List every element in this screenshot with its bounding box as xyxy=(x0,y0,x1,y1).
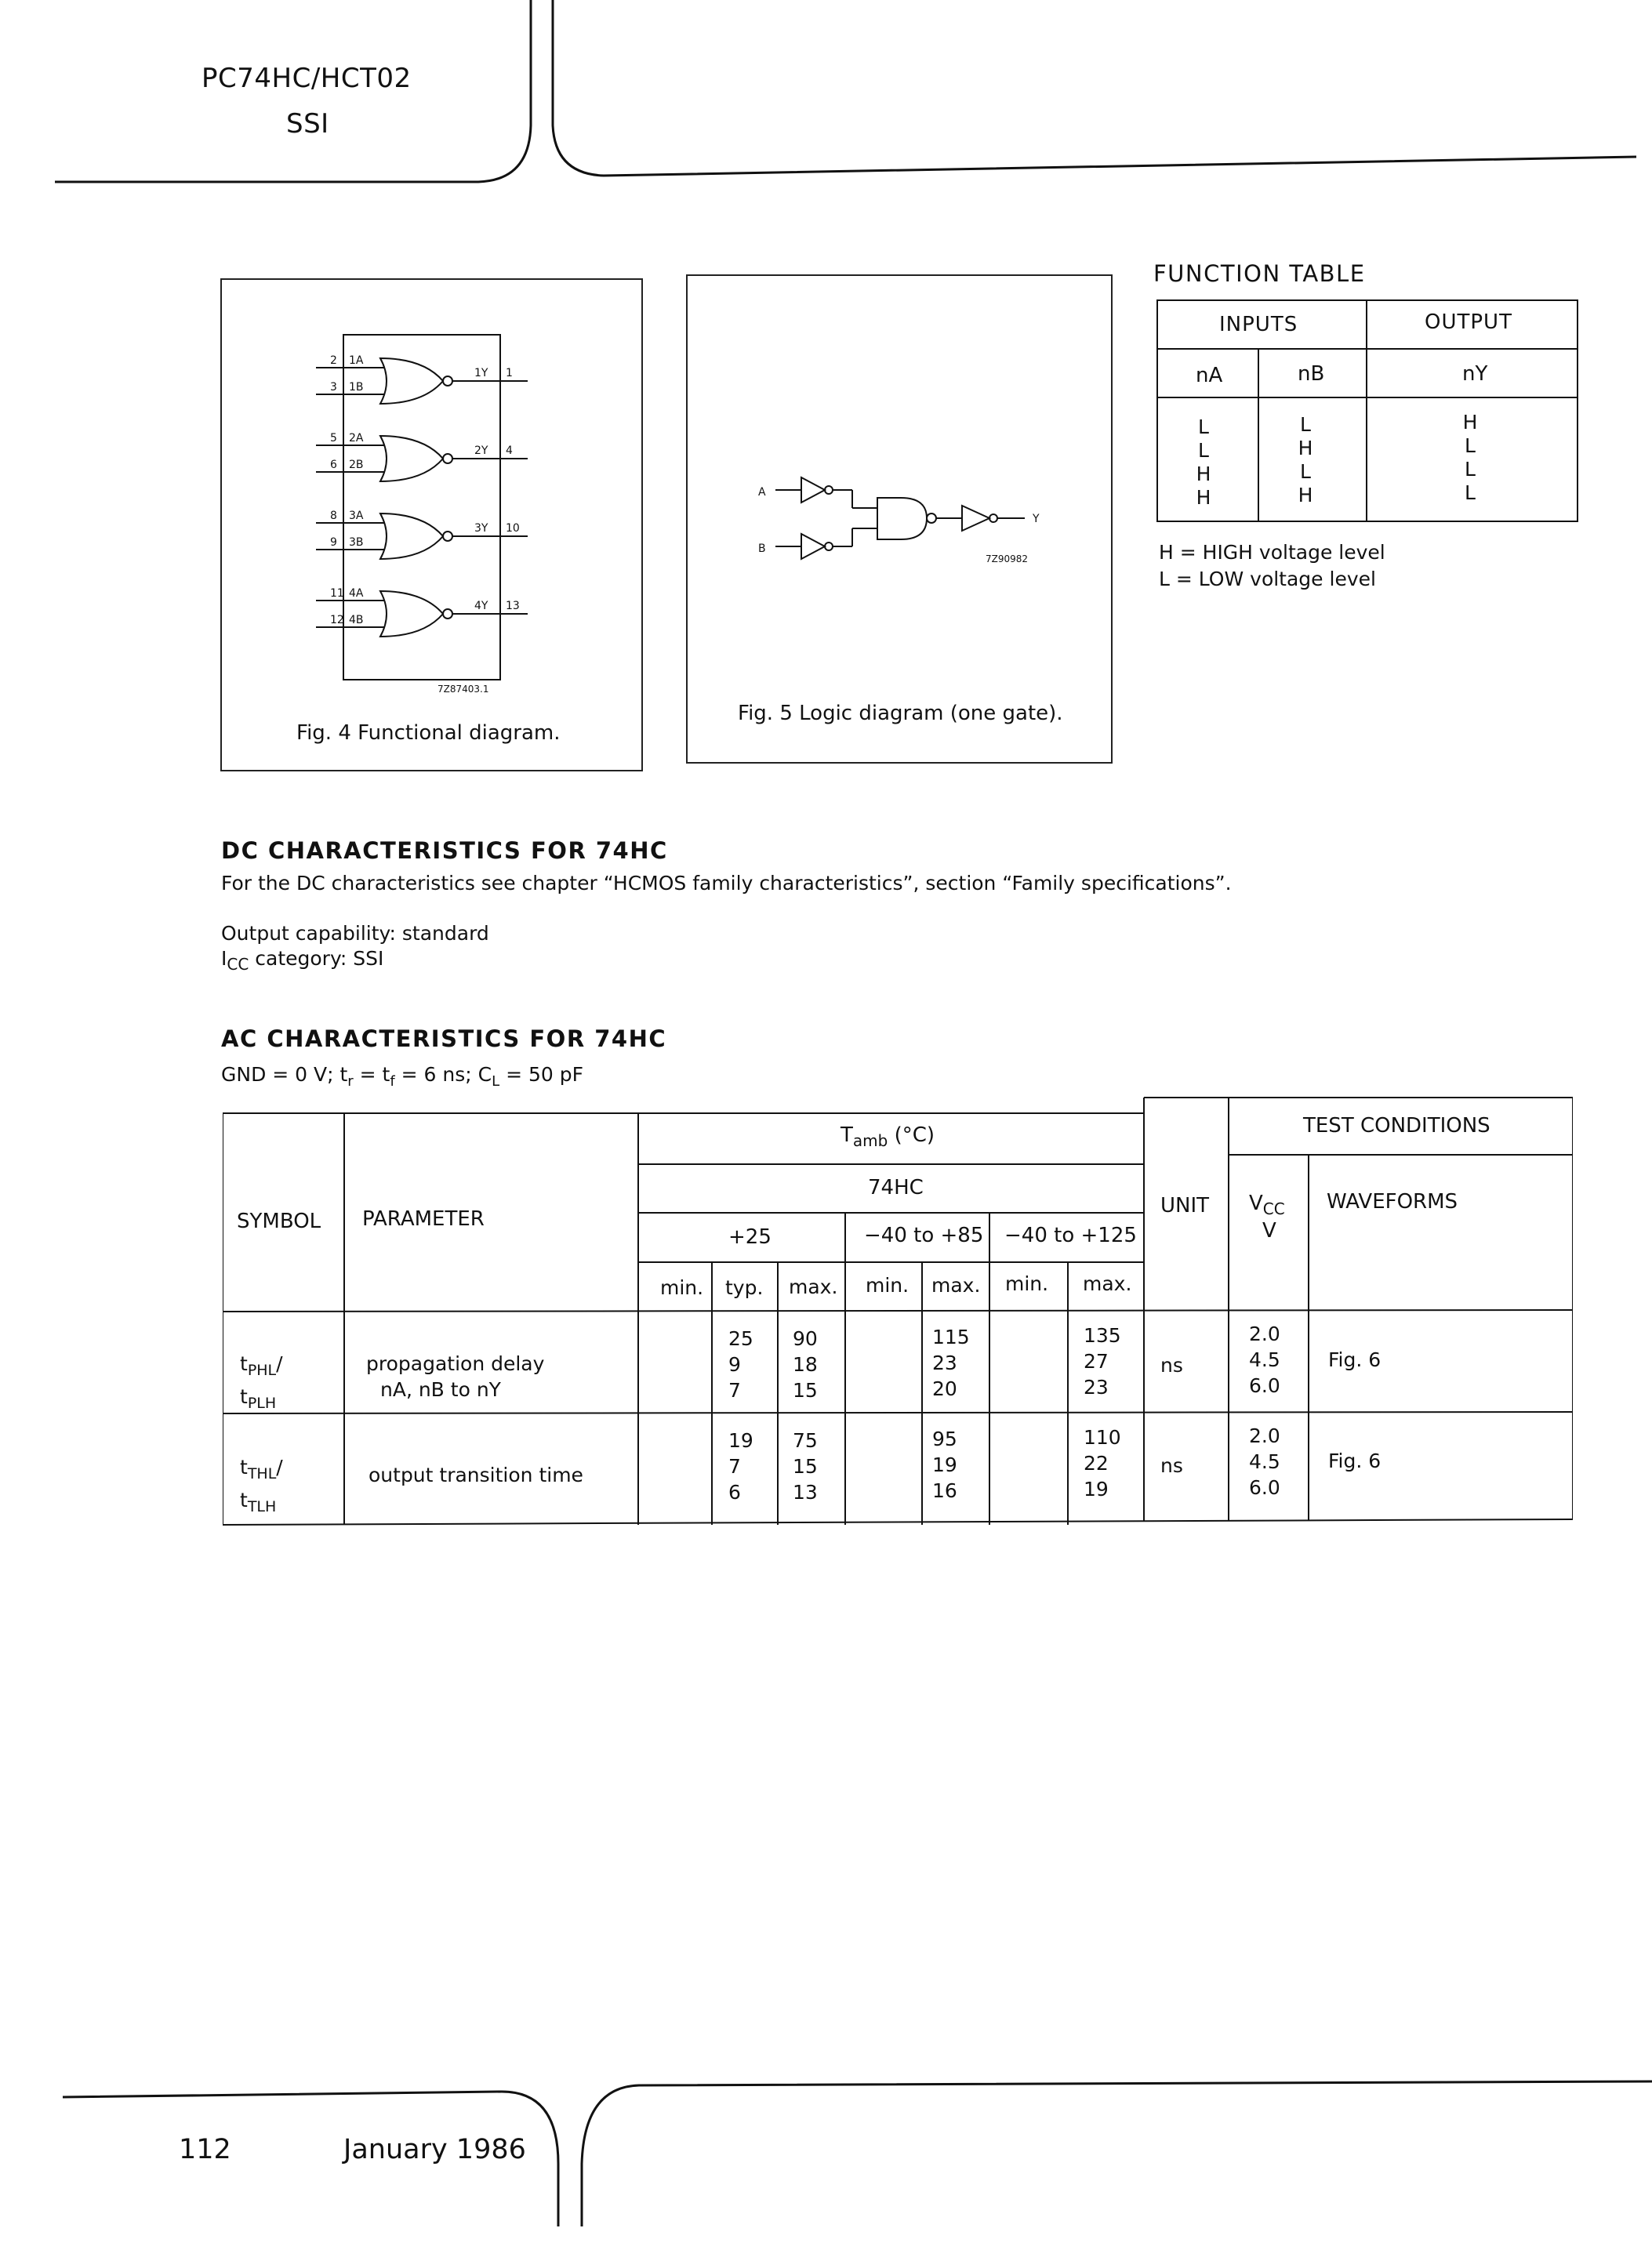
value: 90 xyxy=(793,1327,818,1350)
category-label: SSI xyxy=(286,108,329,140)
function-table xyxy=(1156,299,1580,524)
value: 6.0 xyxy=(1249,1374,1280,1397)
ac-unit-header: UNIT xyxy=(1160,1194,1210,1217)
ac-row2-vcc xyxy=(1249,1423,1280,1501)
ac-row1-typ25 xyxy=(728,1326,753,1403)
ft-cell: L xyxy=(1198,415,1209,438)
ac-vcc-unit: V xyxy=(1262,1219,1276,1243)
nor-gate-icon xyxy=(380,591,443,637)
ft-cell: H xyxy=(1462,411,1478,434)
pin-number: 4 xyxy=(506,445,513,457)
ft-cell: H xyxy=(1298,484,1313,506)
pin-label: 2A xyxy=(349,432,364,445)
ft-y-column xyxy=(1462,411,1478,505)
ac-minmax-label: min. xyxy=(1005,1272,1049,1295)
fig5-input-b-label: B xyxy=(758,543,766,555)
ft-legend-low: L = LOW voltage level xyxy=(1159,568,1376,590)
value: 23 xyxy=(1084,1376,1109,1399)
sym-sep: / xyxy=(276,1352,283,1375)
dc-output-capability: Output capability: standard xyxy=(221,922,489,945)
value: 110 xyxy=(1084,1426,1121,1449)
icc-prefix: I xyxy=(221,947,227,970)
value: 25 xyxy=(728,1327,753,1350)
pin-number: 13 xyxy=(506,600,520,612)
output-inverter-icon xyxy=(962,506,989,531)
ac-row1-max85 xyxy=(932,1324,970,1402)
ac-row2-waveform: Fig. 6 xyxy=(1328,1450,1382,1472)
ft-cell: L xyxy=(1465,434,1476,457)
fig4-code: 7Z87403.1 xyxy=(438,684,489,695)
ac-row1-max125 xyxy=(1084,1323,1121,1400)
value: 16 xyxy=(932,1479,957,1502)
value: 6.0 xyxy=(1249,1476,1280,1499)
cond-gnd: GND = 0 V; t xyxy=(221,1063,348,1086)
pin-label: 4B xyxy=(349,614,364,626)
nor-gate-3 xyxy=(316,510,528,559)
pin-label: 1Y xyxy=(474,367,488,379)
sym-base: t xyxy=(240,1456,248,1479)
ft-cell: H xyxy=(1196,463,1211,485)
sym-sub: PLH xyxy=(247,1395,277,1412)
inverter-b-icon xyxy=(801,534,825,559)
value: 20 xyxy=(932,1377,957,1400)
value: 75 xyxy=(793,1429,818,1452)
icc-subscript: CC xyxy=(227,955,249,974)
ac-row1-max25 xyxy=(793,1326,818,1403)
ft-col-b: nB xyxy=(1298,362,1325,386)
pin-number: 6 xyxy=(330,459,337,471)
ft-cell: L xyxy=(1465,458,1476,481)
function-table-title: FUNCTION TABLE xyxy=(1153,260,1366,287)
ac-row1-symbol xyxy=(240,1351,283,1417)
pin-label: 3Y xyxy=(474,522,488,535)
nor-gate-icon xyxy=(380,436,443,481)
pin-number: 8 xyxy=(330,510,337,522)
footer-date: January 1986 xyxy=(343,2134,526,2165)
param-line: propagation delay xyxy=(366,1352,545,1375)
nor-gate-icon xyxy=(380,358,443,404)
ac-vcc-header xyxy=(1249,1192,1285,1218)
sym-line xyxy=(240,1351,283,1384)
value: 23 xyxy=(932,1352,957,1374)
cond-ns: = 6 ns; C xyxy=(394,1063,492,1086)
pin-label: 3A xyxy=(349,510,364,522)
tamb-unit: (°C) xyxy=(888,1123,935,1147)
ac-conditions xyxy=(221,1063,583,1090)
pin-label: 2B xyxy=(349,459,364,471)
value: 18 xyxy=(793,1353,818,1376)
ft-inputs-header: INPUTS xyxy=(1219,313,1298,336)
inversion-bubble xyxy=(443,454,452,463)
ac-row1-waveform: Fig. 6 xyxy=(1328,1348,1382,1371)
ft-cell: L xyxy=(1300,413,1311,436)
sym-sub: PHL xyxy=(247,1362,277,1379)
ac-heading: AC CHARACTERISTICS FOR 74HC xyxy=(221,1025,667,1052)
value: 19 xyxy=(932,1453,957,1476)
ft-legend-high: H = HIGH voltage level xyxy=(1159,541,1385,564)
vcc-sub: CC xyxy=(1262,1199,1285,1219)
param-line: output transition time xyxy=(369,1464,583,1486)
ac-temp-85: −40 to +85 xyxy=(864,1224,984,1247)
pin-number: 2 xyxy=(330,354,337,367)
ac-minmax-label: max. xyxy=(789,1276,838,1298)
pin-label: 4A xyxy=(349,587,364,600)
ft-cell: L xyxy=(1465,481,1476,504)
ac-minmax-label: min. xyxy=(660,1276,704,1299)
sym-base: t xyxy=(240,1385,248,1408)
value: 95 xyxy=(932,1428,957,1450)
fig5-output-label: Y xyxy=(1033,513,1040,525)
fig4-caption: Fig. 4 Functional diagram. xyxy=(296,721,561,745)
value: 15 xyxy=(793,1379,818,1402)
ac-table xyxy=(223,1094,1573,1533)
ac-minmax-label: min. xyxy=(866,1274,910,1297)
ac-tamb-header xyxy=(841,1123,935,1150)
tamb-sub: amb xyxy=(852,1131,888,1151)
pin-number: 12 xyxy=(330,614,344,626)
ft-cell: L xyxy=(1198,439,1209,462)
fig5-input-a-label: A xyxy=(758,486,766,499)
value: 135 xyxy=(1084,1324,1121,1347)
fig5-caption: Fig. 5 Logic diagram (one gate). xyxy=(738,702,1063,725)
nand-gate-icon xyxy=(877,498,927,539)
ac-symbol-header: SYMBOL xyxy=(237,1210,321,1233)
ac-row1-parameter xyxy=(366,1351,544,1403)
sym-base: t xyxy=(240,1489,248,1511)
ac-row2-unit: ns xyxy=(1160,1454,1183,1477)
sym-line xyxy=(240,1454,283,1487)
ft-cell: L xyxy=(1300,460,1311,483)
pin-label: 1A xyxy=(349,354,364,367)
value: 7 xyxy=(728,1455,741,1478)
sym-line xyxy=(240,1384,283,1417)
param-line: nA, nB to nY xyxy=(380,1378,501,1401)
inversion-bubble xyxy=(443,376,452,386)
pin-number: 1 xyxy=(506,367,513,379)
pin-label: 4Y xyxy=(474,600,488,612)
value: 2.0 xyxy=(1249,1424,1280,1447)
ac-minmax-label: typ. xyxy=(725,1276,764,1299)
ft-b-column xyxy=(1298,413,1313,507)
pin-number: 10 xyxy=(506,522,520,535)
value: 4.5 xyxy=(1249,1348,1280,1371)
sym-sep: / xyxy=(276,1456,283,1479)
ac-row2-symbol xyxy=(240,1454,283,1520)
value: 6 xyxy=(728,1481,741,1504)
inversion-bubble xyxy=(443,609,452,619)
ft-cell: H xyxy=(1298,437,1313,459)
ac-row2-parameter xyxy=(369,1462,583,1488)
ac-minmax-label: max. xyxy=(1083,1272,1132,1295)
ft-cell: H xyxy=(1196,486,1211,509)
inverter-a-icon xyxy=(801,477,825,503)
nor-gate-1 xyxy=(316,354,528,404)
page-number: 112 xyxy=(179,2134,231,2165)
nor-gate-icon xyxy=(380,513,443,559)
sym-sub: TLH xyxy=(247,1498,277,1515)
tamb-base: T xyxy=(841,1123,853,1147)
value: 15 xyxy=(793,1455,818,1478)
sym-sub: THL xyxy=(247,1465,277,1482)
ft-a-column xyxy=(1196,415,1211,510)
ft-output-header: OUTPUT xyxy=(1425,310,1512,334)
fig5-box xyxy=(686,274,1113,764)
value: 19 xyxy=(728,1429,753,1452)
fig4-functional-diagram xyxy=(222,280,641,719)
cond-pf: = 50 pF xyxy=(499,1063,583,1086)
vcc-base: V xyxy=(1249,1192,1263,1215)
ac-row1-vcc xyxy=(1249,1321,1280,1399)
ac-parameter-header: PARAMETER xyxy=(362,1207,485,1231)
ac-row1-unit: ns xyxy=(1160,1354,1183,1377)
value: 4.5 xyxy=(1249,1450,1280,1473)
ac-row2-max85 xyxy=(932,1426,957,1504)
ac-row2-max125 xyxy=(1084,1424,1121,1502)
ft-col-y: nY xyxy=(1462,362,1488,386)
dc-heading: DC CHARACTERISTICS FOR 74HC xyxy=(221,837,668,864)
ac-temp-125: −40 to +125 xyxy=(1004,1224,1137,1247)
pin-label: 3B xyxy=(349,536,364,549)
ac-waveforms-header: WAVEFORMS xyxy=(1327,1190,1458,1214)
fig4-box xyxy=(220,278,643,771)
cond-tf-sub: f xyxy=(390,1073,395,1090)
inversion-bubble xyxy=(443,532,452,541)
value: 2.0 xyxy=(1249,1323,1280,1345)
value: 7 xyxy=(728,1379,741,1402)
value: 19 xyxy=(1084,1478,1109,1501)
sym-base: t xyxy=(240,1352,248,1375)
pin-label: 1B xyxy=(349,381,364,394)
cond-cl-sub: L xyxy=(492,1073,500,1090)
sym-line xyxy=(240,1487,283,1520)
value: 115 xyxy=(932,1326,970,1348)
nor-gate-4 xyxy=(316,587,528,637)
cond-eq: = t xyxy=(353,1063,390,1086)
ac-temp-25: +25 xyxy=(728,1225,772,1249)
ac-row2-max25 xyxy=(793,1428,818,1505)
value: 9 xyxy=(728,1353,741,1376)
cond-tr-sub: r xyxy=(347,1073,354,1090)
dc-icc-category xyxy=(221,947,383,974)
part-number: PC74HC/HCT02 xyxy=(202,63,412,94)
value: 13 xyxy=(793,1481,818,1504)
dc-text: For the DC characteristics see chapter “HCMOS family characteristics”, section “Family specifications”. xyxy=(221,872,1232,894)
ac-test-conditions-header: TEST CONDITIONS xyxy=(1303,1114,1490,1138)
value: 27 xyxy=(1084,1350,1109,1373)
pin-number: 5 xyxy=(330,432,337,445)
pin-number: 9 xyxy=(330,536,337,549)
fig5-code: 7Z90982 xyxy=(986,553,1029,564)
value: 22 xyxy=(1084,1452,1109,1475)
nor-gate-2 xyxy=(316,432,528,481)
icc-suffix: category: SSI xyxy=(249,947,384,970)
fig5-logic-diagram xyxy=(688,276,1111,699)
ft-col-a: nA xyxy=(1196,364,1223,387)
ac-minmax-label: max. xyxy=(931,1274,981,1297)
ac-family-header: 74HC xyxy=(868,1176,924,1199)
ac-row2-typ25 xyxy=(728,1428,753,1505)
pin-number: 11 xyxy=(330,587,344,600)
pin-number: 3 xyxy=(330,381,337,394)
pin-label: 2Y xyxy=(474,445,488,457)
